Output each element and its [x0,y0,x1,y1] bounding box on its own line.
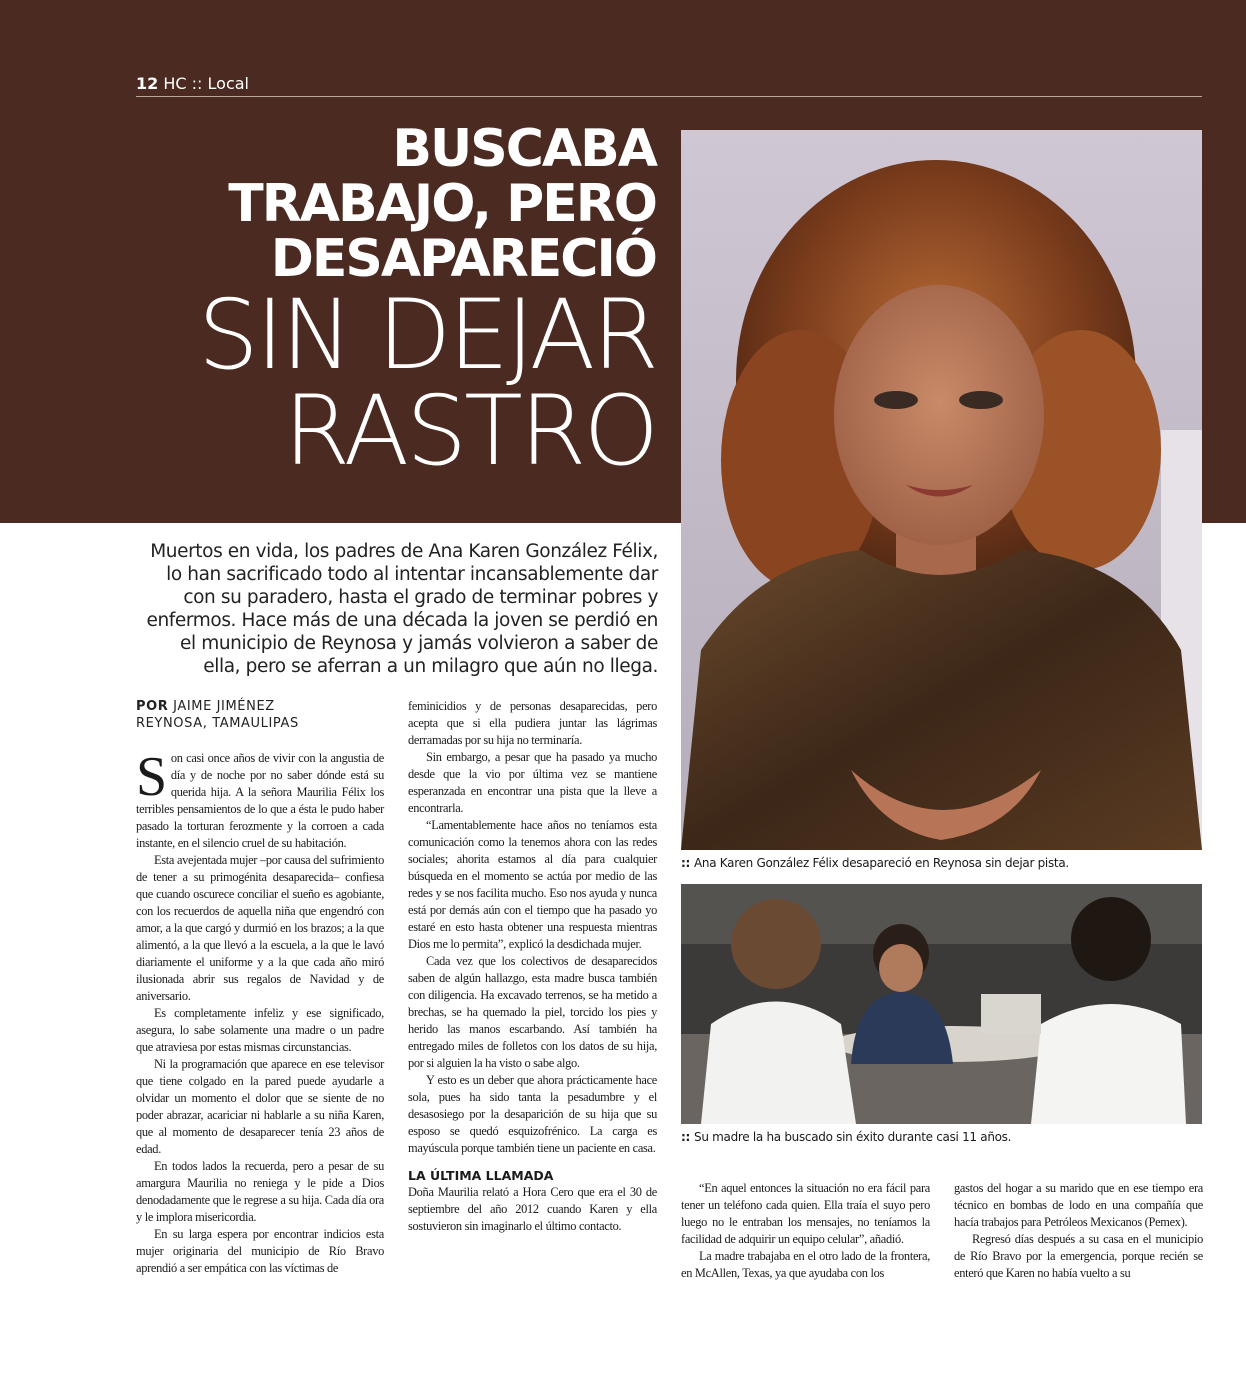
header-rule [136,96,1202,97]
article-paragraph: feminicidios y de personas desaparecidas, pero acepta que si ella pudiera juntar las lágrimas derramadas por su hija no terminaría. [408,699,657,747]
headline-light-line: RASTRO [283,375,656,487]
article-paragraph: La madre trabajaba en el otro lado de la frontera, en McAllen, Texas, ya que ayudaba con los [681,1249,930,1280]
main-photo-caption [681,856,1069,870]
byline-author: JAIME JIMÉNEZ [173,699,275,714]
article-column-1 [136,746,384,1277]
search-meeting-photo [681,884,1202,1124]
meeting-illustration [681,884,1202,1124]
header-separator: :: [191,74,203,93]
article-paragraph: gastos del hogar a su marido que en ese tiempo era técnico en bombas de lodo en una compañía que hacía trabajos para Petróleos Mexicanos (Pemex). [954,1181,1203,1229]
byline [136,698,299,732]
article-paragraph: Esta avejentada mujer –por causa del sufrimiento de tener a su primogénita desaparecida– confiesa que cuando oscurece conciliar el sueño es agobiante, con los recuerdos de aquella niña que engendró con amor, a la que cargó y durmió en los brazos; a la que alimentó, a la que llevó a la escuela, a la que le lavó diariamente el uniforme y a la que cada año miró ilusionada abrir sus regalos de Navidad y de aniversario. [136,853,384,1003]
article-paragraph: En todos lados la recuerda, pero a pesar de su amargura Maurilia no reniega y le pide a Dios denodadamente que le regrese a su hija. Cada día ora y le implora misericordia. [136,1159,384,1224]
headline-line: BUSCABA [392,119,656,179]
paragraph-text: on casi once años de vivir con la angustia de día y de noche por no saber dónde está su querida hija. A la señora Maurilia Félix los terribles pensamientos de lo que a ésta le pudo haber pasado la torturan ferozmente y la corroen a cada instante, en el silencio cruel de su habitación. [136,751,384,850]
byline-location: REYNOSA, TAMAULIPAS [136,716,299,731]
article-paragraph: Y esto es un deber que ahora prácticamente hace sola, pues ha sido tanta la pesadumbre y el desasosiego por la desaparición de su hija que su esposo se quedó esquizofrénico. La carga es mayúscula porque también tiene un paciente en casa. [408,1073,657,1155]
article-paragraph: Regresó días después a su casa en el municipio de Río Bravo por la emergencia, porque recién se enteró que Karen no había vuelto a su [954,1232,1203,1280]
article-paragraph: “Lamentablemente hace años no teníamos esta comunicación como la tenemos ahora con las redes sociales; ahorita estamos al día para cualquier búsqueda en el momento se actúa por medio de las redes y se nos facilita mucho. Eso nos ayuda y nunca está por demás aún con el tiempo que ha pasado yo estaré en esto hasta obtener una respuesta mientras Dios me lo permita”, explicó la desdichada mujer. [408,818,657,951]
article-paragraph: “En aquel entonces la situación no era fácil para tener un teléfono cada quien. Ella traía el suyo pero luego no le entraban los mensajes, no teníamos la facilidad de adquirir un equipo celular”, añadió. [681,1181,930,1246]
page-header [136,74,1202,96]
headline [96,119,656,487]
article-column-4 [954,1180,1203,1282]
article-paragraph: Es completamente infeliz y ese significado, asegura, lo sabe solamente una madre o un padre que atraviesa por estas mismas circunstancias. [136,1006,384,1054]
article-paragraph: Ni la programación que aparece en ese televisor que tiene colgado en la pared puede ayudarle a olvidar un momento el dolor que se siente de no poder abrazar, acariciar ni hablarle a su niña Karen, que al momento de desaparecer tenía 23 años de edad. [136,1057,384,1156]
portrait-photo [681,130,1202,850]
portrait-illustration [681,130,1202,850]
article-column-2 [408,698,657,1235]
byline-por: POR [136,699,169,714]
article-paragraph: Cada vez que los colectivos de desaparecidos saben de algún hallazgo, esta madre busca también con diligencia. Ha excavado terrenos, se ha metido a brechas, se ha quemado la piel, torcido los pies y herido las manos escarbando. Así también ha entregado miles de folletos con los datos de su hija, por si alguien la ha visto o sabe algo. [408,954,657,1070]
article-paragraph [136,746,384,852]
caption-text: Su madre la ha buscado sin éxito durante casi 11 años. [694,1130,1012,1144]
second-photo-caption [681,1130,1011,1144]
article-paragraph: En su larga espera por encontrar indicios esta mujer originaria del municipio de Río Bravo aprendió a ser empática con las víctimas de [136,1227,384,1275]
subhead: LA ÚLTIMA LLAMADA [408,1168,554,1183]
page-number: 12 [136,74,159,93]
drop-cap: S [136,746,167,808]
headline-line: DESAPARECIÓ [270,229,656,289]
caption-marker: :: [681,856,690,870]
caption-marker: :: [681,1130,690,1144]
article-dek: Muertos en vida, los padres de Ana Karen González Félix, lo han sacrificado todo al intentar incansablemente dar con su paradero, hasta el grado de terminar pobres y enfermos. Hace más de una década la joven se perdió en el municipio de Reynosa y jamás volvieron a saber de ella, pero se aferran a un milagro que aún no llega. [146,541,658,677]
article-paragraph: Doña Maurilia relató a Hora Cero que era el 30 de septiembre del año 2012 cuando Karen y ella sostuvieron sin imaginarlo el último contacto. [408,1185,657,1233]
headline-line: TRABAJO, PERO [228,174,656,234]
section-name: Local [207,74,249,93]
caption-text: Ana Karen González Félix desapareció en Reynosa sin dejar pista. [694,856,1069,870]
article-column-3 [681,1180,930,1282]
publication-name: HC [163,74,187,93]
article-paragraph: Sin embargo, a pesar que ha pasado ya mucho desde que la vio por última vez se mantiene esperanzada en encontrar una pista que la lleve a encontrarla. [408,750,657,815]
headline-light-line: SIN DEJAR [197,279,656,391]
